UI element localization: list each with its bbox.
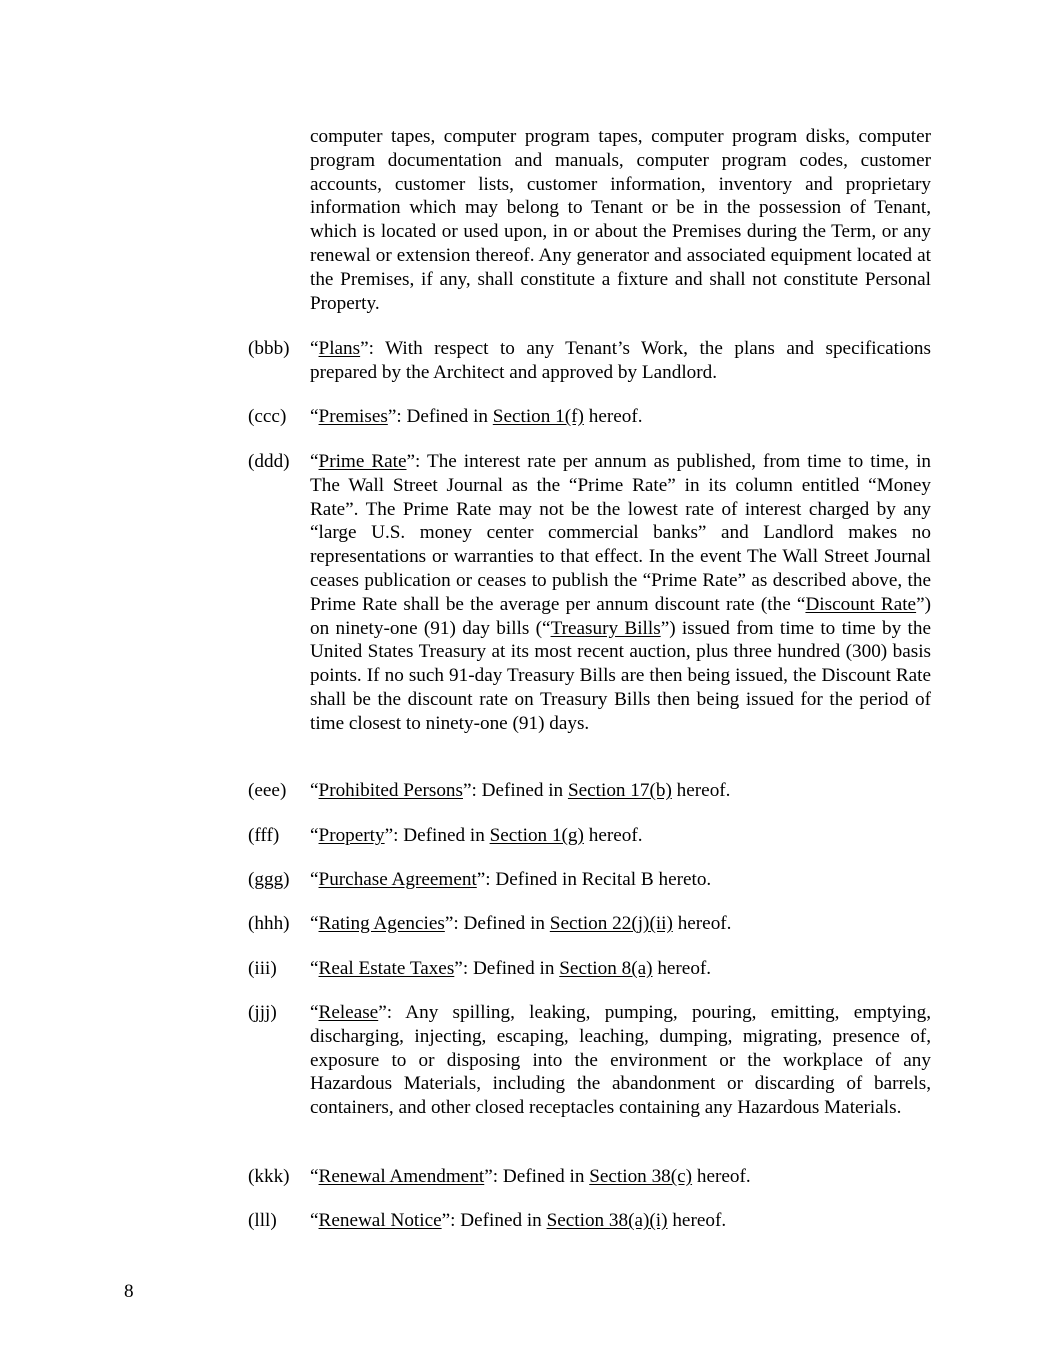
defined-term: Renewal Notice — [318, 1210, 442, 1231]
definition-purchase-agreement — [248, 868, 931, 892]
definition-body: “Renewal Amendment”: Defined in Section 38(c) hereof. — [310, 1166, 751, 1187]
definition-label: (jjj) — [248, 1002, 277, 1023]
defined-term: Renewal Amendment — [318, 1166, 485, 1187]
defined-term: Rating Agencies — [318, 913, 445, 934]
definition-property — [248, 824, 931, 848]
section-reference: Section 1(g) — [489, 825, 584, 846]
definition-label: (lll) — [248, 1210, 277, 1231]
defined-term: Prohibited Persons — [318, 780, 463, 801]
defined-term: Premises — [318, 406, 388, 427]
defined-term: Property — [318, 825, 385, 846]
definition-label: (bbb) — [248, 338, 290, 359]
definition-premises — [248, 405, 931, 429]
definition-label: (kkk) — [248, 1166, 290, 1187]
definition-prime-rate — [248, 450, 931, 736]
defined-term-discount-rate: Discount Rate — [805, 593, 917, 615]
definition-label: (ddd) — [248, 451, 290, 472]
section-reference: Section 1(f) — [492, 406, 584, 427]
section-reference: Section 38(a)(i) — [546, 1210, 668, 1231]
definition-body: “Real Estate Taxes”: Defined in Section 8(a) hereof. — [310, 958, 712, 979]
definition-label: (iii) — [248, 958, 277, 979]
defined-term: Release — [318, 1002, 379, 1023]
definition-prohibited-persons — [248, 779, 931, 803]
section-reference: Section 38(c) — [589, 1166, 693, 1187]
definition-body: “Rating Agencies”: Defined in Section 22(j)(ii) hereof. — [310, 913, 732, 934]
page-number: 8 — [124, 1281, 134, 1302]
section-reference: Section 22(j)(ii) — [549, 913, 673, 934]
definition-body: “Premises”: Defined in Section 1(f) hereof. — [310, 406, 643, 427]
section-reference: Section 8(a) — [559, 958, 653, 979]
defined-term: Real Estate Taxes — [318, 958, 455, 979]
definition-renewal-notice — [248, 1209, 931, 1233]
definition-real-estate-taxes — [248, 957, 931, 981]
defined-term: Plans — [318, 338, 361, 359]
definition-renewal-amendment — [248, 1165, 931, 1189]
definition-body: “Release”: Any spilling, leaking, pumping, pouring, emitting, emptying, discharging, injecting, escaping, leaching, dumping, migrating, presence of, exposure to or disposing into the environment or the workplace of any Hazardous Materials, including the abandonment or discarding of barrels, containers, and other closed receptacles containing any Hazardous Materials. — [310, 1002, 931, 1119]
definition-label: (eee) — [248, 780, 287, 801]
defined-term: Purchase Agreement — [318, 869, 477, 890]
definition-body: “Prime Rate”: The interest rate per annum as published, from time to time, in The Wall Street Journal as the “Prime Rate” in its column entitled “Money Rate”. The Prime Rate may not be the lowest rate of interest charged by any “large U.S. money center commercial banks” and Landlord makes no representations or warranties to that effect. In the event The Wall Street Journal ceases publication or ceases to publish the “Prime Rate” as described above, the Prime Rate shall be the average per annum discount rate (the “Discount Rate”) on ninety-one (91) day bills (“Treasury Bills”) issued from time to time by the United States Treasury at its most recent auction, plus three hundred (300) basis points. If no such 91-day Treasury Bills are then being issued, the Discount Rate shall be the discount rate on Treasury Bills then being issued for the period of time closest to ninety-one (91) days. — [310, 451, 931, 734]
definition-body: “Plans”: With respect to any Tenant’s Work, the plans and specifications prepared by the Architect and approved by Landlord. — [310, 338, 931, 383]
defined-term-treasury-bills: Treasury Bills — [550, 617, 661, 639]
section-reference: Section 17(b) — [567, 780, 672, 801]
definition-label: (fff) — [248, 825, 280, 846]
definition-plans — [248, 337, 931, 385]
definition-release — [248, 1001, 931, 1120]
definition-label: (ggg) — [248, 869, 290, 890]
definition-label: (hhh) — [248, 913, 290, 934]
definition-body: “Renewal Notice”: Defined in Section 38(a)(i) hereof. — [310, 1210, 727, 1231]
definition-body: “Prohibited Persons”: Defined in Section 17(b) hereof. — [310, 780, 731, 801]
definition-body: “Property”: Defined in Section 1(g) hereof. — [310, 825, 643, 846]
defined-term: Prime Rate — [318, 451, 407, 472]
personal-property-continuation: computer tapes, computer program tapes, computer program disks, computer program documentation and manuals, computer program codes, customer accounts, customer lists, customer information, inventory and proprietary information which may belong to Tenant or be in the possession of Tenant, which is located or used upon, in or about the Premises during the Term, or any renewal or extension thereof. Any generator and associated equipment located at the Premises, if any, shall constitute a fixture and shall not constitute Personal Property. — [310, 126, 931, 314]
definition-body: “Purchase Agreement”: Defined in Recital B hereto. — [310, 869, 712, 890]
definition-rating-agencies — [248, 912, 931, 936]
definition-label: (ccc) — [248, 406, 287, 427]
